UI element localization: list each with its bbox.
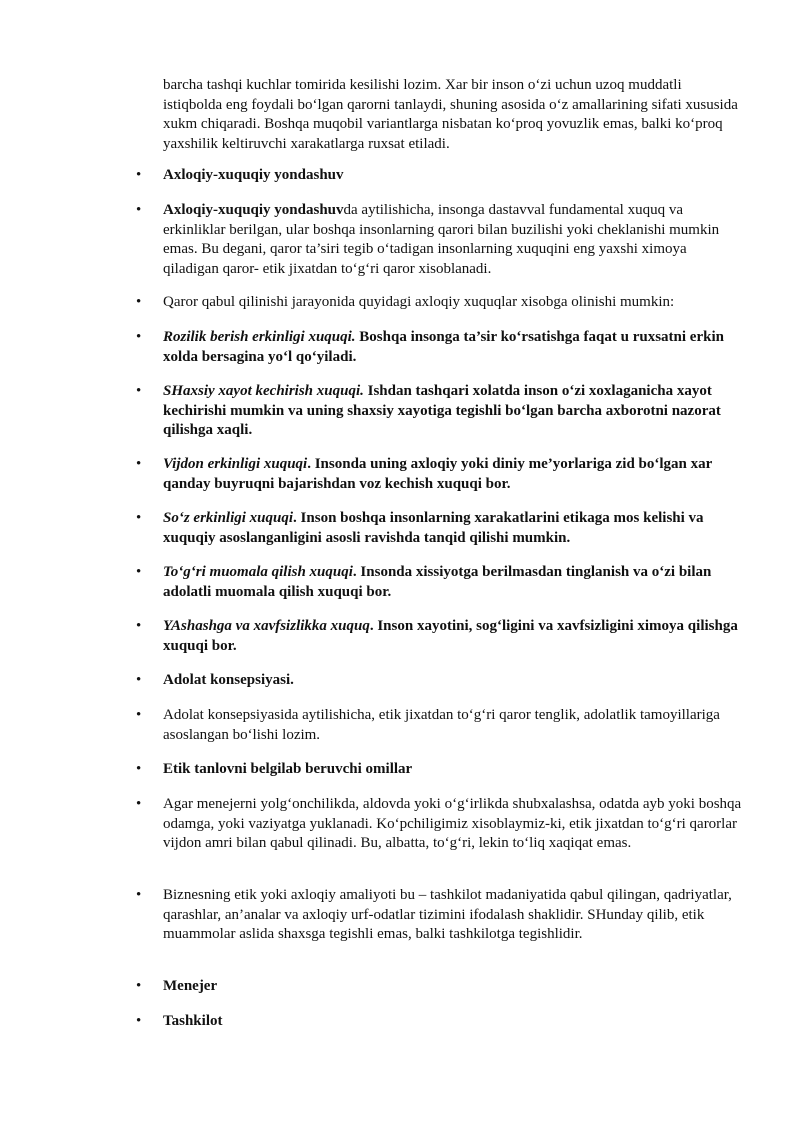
list-item bbox=[136, 166, 743, 186]
bullet: • bbox=[136, 294, 142, 310]
list-item bbox=[136, 455, 743, 494]
list-item bbox=[136, 1012, 743, 1032]
right-description: . Insonda xissiyotga berilmasdan tinglanish va o‘zi bilan adolatli muomala qilish xuquqi bor. bbox=[163, 564, 712, 600]
right-term: So‘z erkinligi xuquqi bbox=[163, 510, 294, 526]
item-term: Axloqiy-xuquqiy yondashuv bbox=[163, 202, 344, 218]
list-item bbox=[136, 706, 743, 745]
right-description: Ishdan tashqari xolatda inson o‘zi xoxlaganicha xayot kechirishi mumkin va uning shaxsiy xayotiga tegishli bo‘lgan barcha axborotni nazorat qilishga xaqli. bbox=[163, 383, 721, 438]
list-item bbox=[136, 382, 743, 441]
bullet: • bbox=[136, 796, 142, 812]
item-text: Agar menejerni yolg‘onchilikda, aldovda yoki o‘g‘irlikda shubxalashsa, odatda ayb yoki boshqa odamga, yoki vaziyatga yuklanadi. Ko‘pchiligimiz xisoblaymiz-ki, etik jixatdan to‘g‘ri qarorlar vijdon amri bilan qabul qilinadi. Bu, albatta, to‘g‘ri, lekin to‘liq xaqiqat emas. bbox=[163, 796, 742, 851]
list-item bbox=[136, 201, 743, 279]
right-description: Boshqa insonga ta’sir ko‘rsatishga faqat u ruxsatni erkin xolda bersagina yo‘l qo‘yiladi. bbox=[163, 329, 724, 365]
item-text: Qaror qabul qilinishi jarayonida quyidagi axloqiy xuquqlar xisobga olinishi mumkin: bbox=[163, 294, 675, 310]
intro-paragraph: barcha tashqi kuchlar tomirida kesilishi lozim. Xar bir inson o‘zi uchun uzoq muddatli istiqbolda eng foydali bo‘lgan qarorni tanlaydi, shuning asosida o‘z amallarining sifati xususida xukm chiqaradi. Boshqa muqobil variantlarga nisbatan ko‘proq yovuzlik emas, balki ko‘proq yaxshilik keltiruvchi xarakatlarga ruxsat etiladi. bbox=[163, 77, 738, 152]
list-item bbox=[136, 795, 743, 854]
right-term: YAshashga va xavfsizlikka xuquq bbox=[163, 618, 370, 634]
bullet: • bbox=[136, 761, 142, 777]
list-item bbox=[136, 509, 743, 548]
list-item bbox=[136, 886, 743, 945]
list-item bbox=[136, 617, 743, 656]
item-text: da aytilishicha, insonga dastavval fundamental xuquq va erkinliklar berilgan, ular boshqa insonlarning qarori bilan buzilishi yoki cheklanishi mumkin emas. Bu degani, qaror ta’siri tegib o‘tadigan insonlarning xuquqini eng yaxshi ximoya qiladigan qaror- etik jixatdan to‘g‘ri qaror xisoblanadi. bbox=[163, 202, 720, 277]
heading-text: Menejer bbox=[163, 978, 218, 994]
heading-text: Axloqiy-xuquqiy yondashuv bbox=[163, 167, 344, 183]
bullet: • bbox=[136, 329, 142, 345]
right-description: . Insonda uning axloqiy yoki diniy me’yorlariga zid bo‘lgan xar qanday buyruqni bajarishdan voz kechish xuquqi bor. bbox=[163, 456, 713, 492]
heading-text: Adolat konsepsiyasi. bbox=[163, 672, 294, 688]
bullet: • bbox=[136, 383, 142, 399]
bullet: • bbox=[136, 202, 142, 218]
right-term: Vijdon erkinligi xuquqi bbox=[163, 456, 308, 472]
item-text: Biznesning etik yoki axloqiy amaliyoti bu – tashkilot madaniyatida qabul qilingan, qadriyatlar, qarashlar, an’analar va axloqiy urf-odatlar tizimini ifodalash shaklidir. SHunday qilib, etik muammolar aslida shaxsga tegishli emas, balki tashkilotga tegishlidir. bbox=[163, 887, 732, 942]
bullet: • bbox=[136, 887, 142, 903]
bullet: • bbox=[136, 1013, 142, 1029]
list-item bbox=[136, 328, 743, 367]
list-item bbox=[136, 671, 743, 691]
bullet: • bbox=[136, 510, 142, 526]
list-item bbox=[136, 563, 743, 602]
heading-text: Tashkilot bbox=[163, 1013, 223, 1029]
bullet: • bbox=[136, 672, 142, 688]
bullet: • bbox=[136, 707, 142, 723]
right-description: . Inson boshqa insonlarning xarakatlarini etikaga mos kelishi va xuquqiy asoslanganligini asosli ravishda tanqid qilishi mumkin. bbox=[163, 510, 704, 546]
bullet: • bbox=[136, 564, 142, 580]
bullet: • bbox=[136, 978, 142, 994]
heading-text: Etik tanlovni belgilab beruvchi omillar bbox=[163, 761, 413, 777]
right-term: SHaxsiy xayot kechirish xuquqi. bbox=[163, 383, 364, 399]
list-item bbox=[136, 977, 743, 997]
bullet: • bbox=[136, 456, 142, 472]
right-term: Rozilik berish erkinligi xuquqi. bbox=[163, 329, 356, 345]
bullet: • bbox=[136, 618, 142, 634]
list-item bbox=[136, 760, 743, 780]
item-text: Adolat konsepsiyasida aytilishicha, etik jixatdan to‘g‘ri qaror tenglik, adolatlik tamoyillariga asoslangan bo‘lishi lozim. bbox=[163, 707, 720, 743]
bullet: • bbox=[136, 167, 142, 183]
right-description: . Inson xayotini, sog‘ligini va xavfsizligini ximoya qilishga xuquqi bor. bbox=[163, 618, 738, 654]
list-item bbox=[136, 293, 743, 313]
right-term: To‘g‘ri muomala qilish xuquqi bbox=[163, 564, 353, 580]
